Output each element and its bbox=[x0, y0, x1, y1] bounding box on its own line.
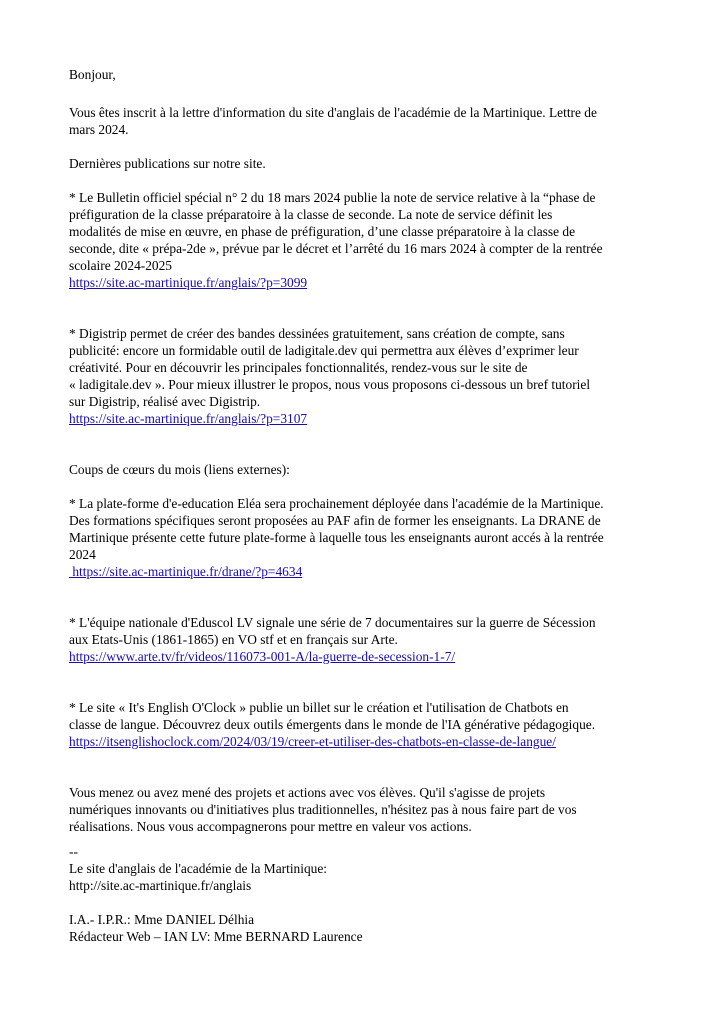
site-label: Le site d'anglais de l'académie de la Martinique: bbox=[69, 861, 328, 876]
signature-block bbox=[69, 843, 659, 894]
bulletin-link[interactable]: https://site.ac-martinique.fr/anglais/?p=3099 bbox=[69, 275, 308, 290]
site-url: http://site.ac-martinique.fr/anglais bbox=[69, 878, 252, 893]
publication-item-bulletin: * Le Bulletin officiel spécial n° 2 du 18 mars 2024 publie la note de service relative à la “phase de préfiguration de la classe préparatoire à la classe de seconde. La note de service définit les modalités de mise en œuvre, en phase de préfiguration, d’une classe préparatoire à la classe de seconde, dite « prépa-2de », prévue par le décret et l’arrêté du 16 mars 2024 à compter de la rentrée scolaire 2024-2025 https://site.ac-martinique.fr/anglais/?p=3099 bbox=[69, 189, 659, 291]
greeting: Bonjour, bbox=[69, 67, 116, 82]
digistrip-link[interactable]: https://site.ac-martinique.fr/anglais/?p=3107 bbox=[69, 411, 308, 426]
arte-link[interactable]: https://www.arte.tv/fr/videos/116073-001-A/la-guerre-de-secession-1-7/ bbox=[69, 649, 456, 664]
english-oclock-link[interactable]: https://itsenglishoclock.com/2024/03/19/creer-et-utiliser-des-chatbots-en-classe-de-langue/ bbox=[69, 734, 556, 749]
publication-item-digistrip: * Digistrip permet de créer des bandes dessinées gratuitement, sans création de compte, sans publicité: encore un formidable outil de ladigitale.dev qui permettra aux élèves d’exprimer leur créativité. Pour en découvrir les principales fonctionnalités, rendez-vous sur le site de « ladigitale.dev ». Pour mieux illustrer le propos, nous vous proposons ci-dessous un bref tutoriel sur Digistrip, réalisé avec Digistrip. https://site.ac-martinique.fr/anglais/?p=3107 bbox=[69, 325, 659, 427]
contacts-block bbox=[69, 911, 659, 945]
signature-separator: -- bbox=[69, 844, 78, 859]
editor-contact: Rédacteur Web – IAN LV: Mme BERNARD Laurence bbox=[69, 929, 363, 944]
intro-paragraph: Vous êtes inscrit à la lettre d'information du site d'anglais de l'académie de la Martinique. Lettre de mars 2024. bbox=[69, 105, 597, 137]
latest-publications-heading: Dernières publications sur notre site. bbox=[69, 156, 266, 171]
favorite-item-english-oclock: * Le site « It's English O'Clock » publie un billet sur le création et l'utilisation de Chatbots en classe de langue. Découvrez deux outils émergents dans le monde de l'IA générative pédagogique. https://itsenglishoclock.com/2024/03/19/creer-et-utiliser-des-chatbots-en-classe-de-langue/ bbox=[69, 699, 659, 750]
favorites-heading: Coups de cœurs du mois (liens externes): bbox=[69, 462, 290, 477]
favorite-item-elea: * La plate-forme d'e-education Eléa sera prochainement déployée dans l'académie de la Martinique. Des formations spécifiques seront proposées au PAF afin de former les enseignants. La DRANE de Martinique présente cette future plate-forme à laquelle tous les enseignants auront accés à la rentrée 2024 https://site.ac-martinique.fr/drane/?p=4634 bbox=[69, 495, 659, 580]
ipr-contact: I.A.- I.P.R.: Mme DANIEL Délhia bbox=[69, 912, 255, 927]
favorite-item-eduscol: * L'équipe nationale d'Eduscol LV signale une série de 7 documentaires sur la guerre de Sécession aux Etats-Unis (1861-1865) en VO stf et en français sur Arte. https://www.arte.tv/fr/videos/116073-001-A/la-guerre-de-secession-1-7/ bbox=[69, 614, 659, 665]
closing-paragraph: Vous menez ou avez mené des projets et actions avec vos élèves. Qu'il s'agisse de projets numériques innovants ou d'initiatives plus traditionnelles, n'hésitez pas à nous faire part de vos réalisations. Nous vous accompagnerons pour mettre en valeur vos actions. bbox=[69, 785, 577, 834]
elea-link[interactable]: https://site.ac-martinique.fr/drane/?p=4634 bbox=[69, 564, 303, 579]
